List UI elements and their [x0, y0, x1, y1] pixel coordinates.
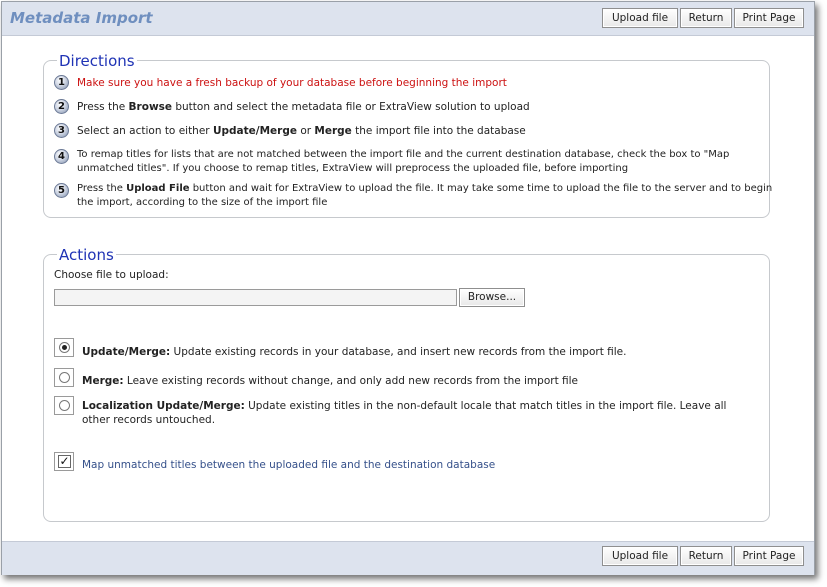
map-unmatched-titles-label: Map unmatched titles between the uploaded file and the destination database	[82, 459, 496, 471]
print-page-button-bottom[interactable]: Print Page	[734, 546, 804, 566]
direction-step-3	[54, 123, 769, 139]
checkmark-icon: ✓	[59, 454, 70, 468]
step-text: Make sure you have a fresh backup of your database before beginning the import	[77, 77, 507, 89]
upload-file-button-top[interactable]: Upload file	[602, 8, 678, 28]
print-page-button-top[interactable]: Print Page	[734, 8, 804, 28]
actions-legend: Actions	[59, 246, 114, 264]
localization-update-merge-label: Localization Update/Merge: Update existing titles in the non-default locale that match titles in the import file. Leave all other records untouched.	[82, 400, 727, 426]
radio-unselected-indicator	[59, 372, 70, 383]
direction-step-4	[54, 147, 769, 177]
directions-legend: Directions	[59, 52, 135, 70]
update-merge-label: Update/Merge: Update existing records in your database, and insert new records from the import file.	[82, 346, 627, 358]
return-button-bottom[interactable]: Return	[680, 546, 732, 566]
step-number-badge: 2	[54, 99, 69, 114]
metadata-import-window	[1, 1, 815, 575]
direction-step-1	[54, 75, 769, 91]
map-unmatched-titles-checkbox[interactable]	[54, 452, 74, 471]
upload-file-button-bottom[interactable]: Upload file	[602, 546, 678, 566]
step-text: Press the Browse button and select the metadata file or ExtraView solution to upload	[77, 101, 530, 113]
merge-label: Merge: Leave existing records without change, and only add new records from the import file	[82, 375, 579, 387]
step-number-badge: 1	[54, 75, 69, 90]
page-title: Metadata Import	[10, 9, 153, 27]
localization-update-merge-radio[interactable]	[54, 396, 74, 415]
header-bar	[2, 2, 814, 36]
step-text: Press the Upload File button and wait for ExtraView to upload the file. It may take some time to upload the file to the server and to begin the import, according to the size of the import file	[77, 183, 773, 208]
choose-file-label: Choose file to upload:	[54, 269, 169, 281]
browse-button[interactable]: Browse...	[459, 288, 525, 307]
update-merge-radio[interactable]	[54, 338, 74, 357]
radio-unselected-indicator	[59, 400, 70, 411]
merge-radio[interactable]	[54, 368, 74, 387]
step-text: To remap titles for lists that are not matched between the import file and the current destination database, check the box to "Map unmatched titles". If you choose to remap titles, ExtraView will preprocess the uploaded file, before importing	[77, 149, 730, 174]
step-text: Select an action to either Update/Merge or Merge the import file into the database	[77, 125, 526, 137]
footer-bar	[2, 541, 814, 575]
direction-step-5	[54, 181, 773, 211]
direction-step-2	[54, 99, 769, 115]
step-number-badge: 5	[54, 183, 69, 198]
radio-selected-indicator	[59, 342, 70, 353]
step-number-badge: 3	[54, 123, 69, 138]
step-number-badge: 4	[54, 149, 69, 164]
return-button-top[interactable]: Return	[680, 8, 732, 28]
directions-section	[43, 52, 773, 218]
file-path-input[interactable]	[54, 289, 457, 306]
